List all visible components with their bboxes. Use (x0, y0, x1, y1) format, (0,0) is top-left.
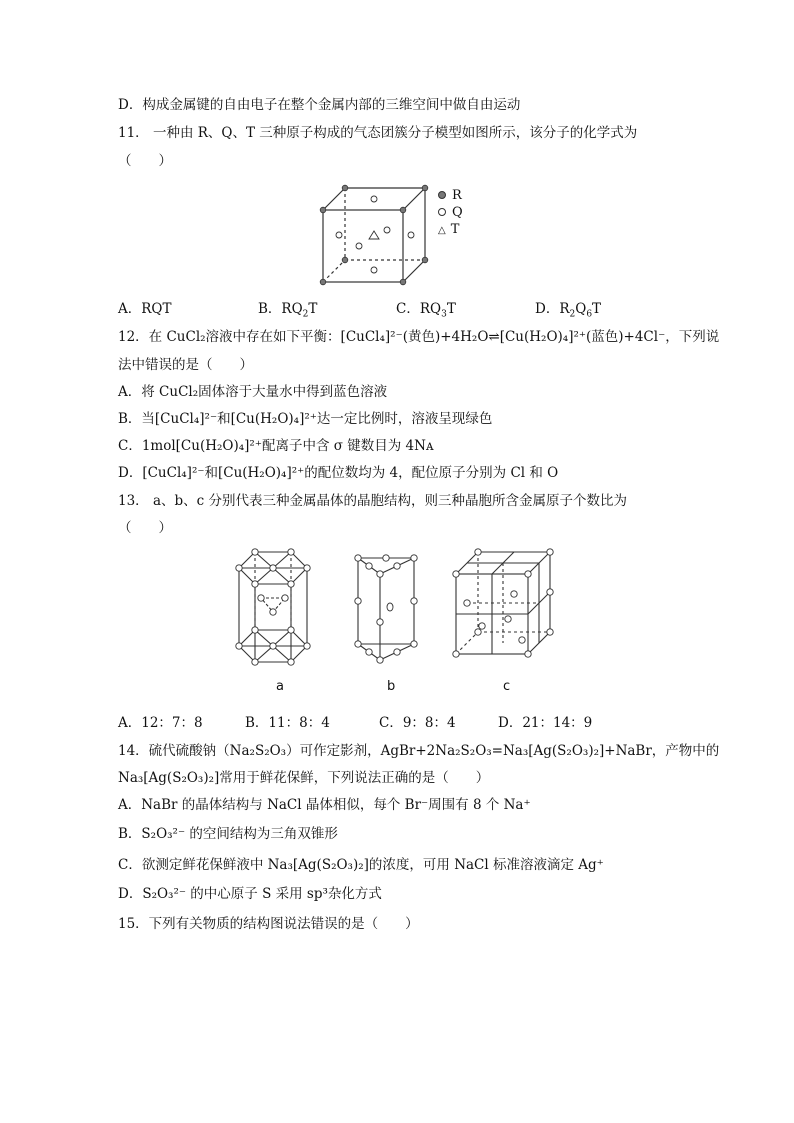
q12-option-a[interactable]: A．将 CuCl₂固体溶于大量水中得到蓝色溶液 (118, 384, 388, 400)
q11-option-c[interactable]: C．$RQ_3T$ (396, 301, 456, 320)
q13-figure-a-hexagonal-cell (233, 546, 313, 668)
q11-legend (438, 187, 463, 239)
q13-caption-c: c (503, 679, 511, 694)
q13-stem: 13． a、b、c 分别代表三种金属晶体的晶胞结构，则三种晶胞所含金属原子个数比为 (118, 493, 628, 509)
q14-stem: 14．硫代硫酸钠（Na₂S₂O₃）可作定影剂，AgBr+2Na₂S₂O₃=Na₃[Ag(S₂O₃)₂]+NaBr，产物中的 (118, 743, 720, 759)
q11-answer-paren: （ ） (118, 153, 172, 169)
q13-caption-a: a (276, 679, 284, 694)
q12-stem: 12．在 CuCl₂溶液中存在如下平衡：[CuCl₄]²⁻(黄色)+4H₂O⇌[Cu(H₂O)₄]²⁺(蓝色)+4Cl⁻，下列说 (118, 329, 720, 345)
filled-circle-icon (438, 191, 446, 199)
q13-figure-c-cubic-cell (450, 546, 554, 662)
q13-caption-b: b (387, 679, 396, 694)
q13-option-d[interactable]: D．21：14：9 (498, 715, 593, 731)
triangle-icon: △ (438, 225, 446, 236)
q12-option-d[interactable]: D．[CuCl₄]²⁻和[Cu(H₂O)₄]²⁺的配位数均为 4，配位原子分别为 Cl 和 O (118, 465, 559, 481)
legend-item-r: R (438, 187, 463, 204)
q11-option-a[interactable]: A．RQT (118, 301, 172, 317)
q11-cluster-figure (315, 180, 435, 290)
q13-option-a[interactable]: A．12：7：8 (118, 715, 203, 731)
q14-option-b[interactable]: B．S₂O₃²⁻ 的空间结构为三角双锥形 (118, 826, 338, 842)
q13-option-c[interactable]: C．9：8：4 (379, 715, 456, 731)
q15-stem: 15．下列有关物质的结构图说法错误的是（ ） (118, 916, 419, 932)
q12-option-b[interactable]: B．当[CuCl₄]²⁻和[Cu(H₂O)₄]²⁺达一定比例时，溶液呈现绿色 (118, 411, 493, 427)
q13-answer-paren: （ ） (118, 520, 172, 536)
q10-option-d: D．构成金属键的自由电子在整个金属内部的三维空间中做自由运动 (118, 97, 521, 113)
q11-option-d[interactable]: D．$R_2Q_6T$ (535, 301, 602, 320)
q11-stem: 11． 一种由 R、Q、T 三种原子构成的气态团簇分子模型如图所示，该分子的化学式为 (118, 125, 638, 141)
legend-item-t: △ T (438, 222, 460, 237)
q14-stem-cont: Na₃[Ag(S₂O₃)₂]常用于鲜花保鲜，下列说法正确的是（ ） (118, 770, 490, 786)
q14-option-c[interactable]: C．欲测定鲜花保鲜液中 Na₃[Ag(S₂O₃)₂]的浓度，可用 NaCl 标准溶液滴定 Ag⁺ (118, 857, 604, 873)
q14-option-a[interactable]: A．NaBr 的晶体结构与 NaCl 晶体相似，每个 Br⁻周围有 8 个 Na⁺ (118, 797, 531, 813)
q11-option-b[interactable]: B．$RQ_2T$ (258, 301, 318, 320)
q12-stem-cont: 法中错误的是（ ） (118, 357, 253, 373)
q13-figure-b-prism-cell (350, 548, 430, 668)
q13-option-b[interactable]: B．11：8：4 (245, 715, 330, 731)
legend-item-q: Q (438, 204, 463, 221)
q14-option-d[interactable]: D．S₂O₃²⁻ 的中心原子 S 采用 sp³杂化方式 (118, 886, 382, 902)
q12-option-c[interactable]: C．1mol[Cu(H₂O)₄]²⁺配离子中含 σ 键数目为 4Nᴀ (118, 438, 434, 454)
open-circle-icon (438, 208, 446, 216)
